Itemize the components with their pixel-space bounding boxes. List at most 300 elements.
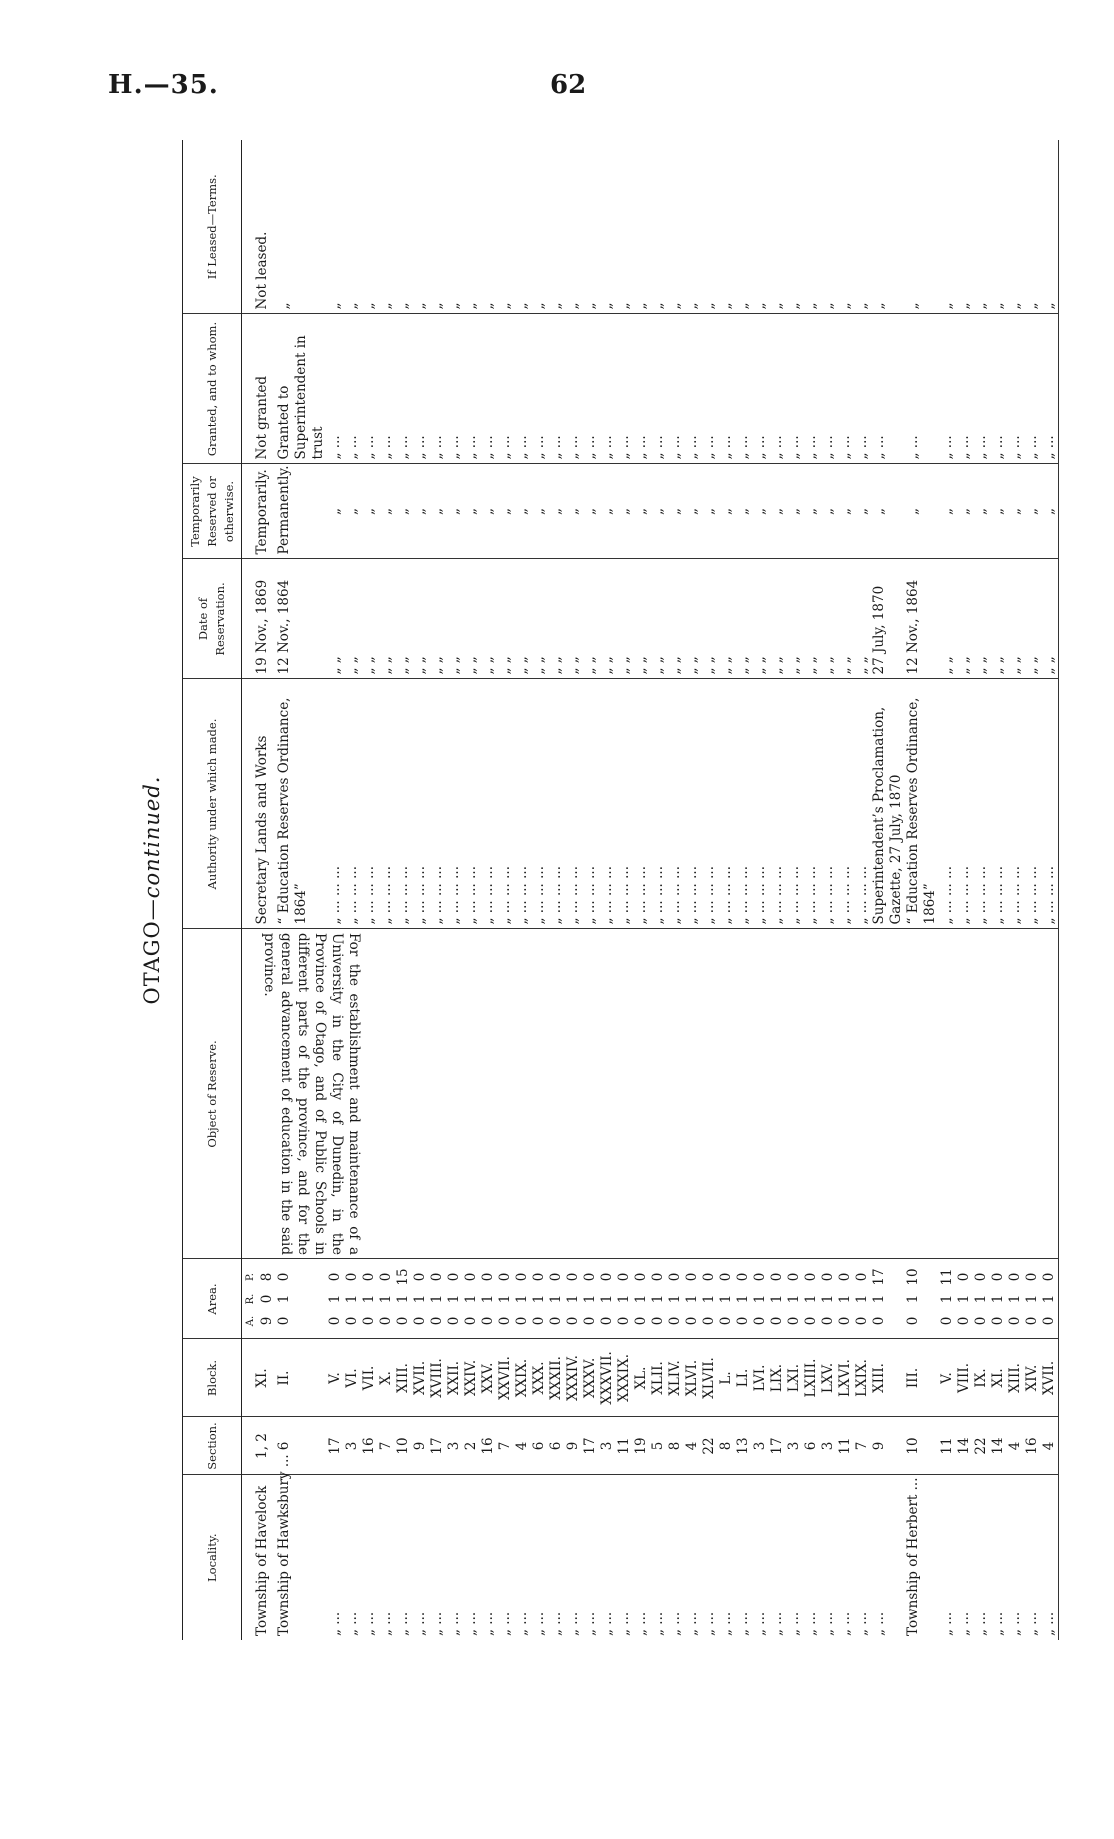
cell-area: [973, 1259, 990, 1339]
cell-temporary: „: [701, 464, 718, 559]
cell-locality: „ ...: [956, 1611, 972, 1636]
cell-granted: „ ...: [361, 314, 378, 464]
cell-area: [667, 1259, 684, 1339]
cell-object: [973, 929, 990, 1259]
cell-lease: „: [1041, 140, 1059, 314]
cell-date: „ „: [582, 559, 599, 679]
cell-object: [786, 929, 803, 1259]
area-value: 0: [684, 1272, 700, 1282]
cell-temporary: „: [769, 464, 786, 559]
area-value: 0: [582, 1316, 598, 1326]
cell-area: [769, 1259, 786, 1339]
cell-section: 2: [463, 1417, 480, 1475]
cell-locality: „ ...: [939, 1611, 955, 1636]
area-value: 1: [497, 1294, 513, 1304]
area-value: 0: [395, 1316, 411, 1326]
area-units: [242, 1264, 259, 1335]
area-value: 1: [786, 1294, 802, 1304]
cell-lease: „: [276, 140, 327, 314]
cell-authority: „ ... ... ...: [973, 679, 990, 929]
area-value: 0: [599, 1272, 615, 1282]
area-value: 1: [990, 1294, 1006, 1304]
cell-authority: „ ... ... ...: [565, 679, 582, 929]
cell-authority: „ ... ... ...: [599, 679, 616, 929]
cell-authority: „ ... ... ...: [429, 679, 446, 929]
cell-block: LXV.: [820, 1339, 837, 1417]
rotated-table-region: [140, 140, 1057, 1640]
document-code: H.—35.: [108, 70, 219, 100]
cell-object: [990, 929, 1007, 1259]
area-value: 1: [837, 1294, 853, 1304]
cell-block: XIII.: [1007, 1339, 1024, 1417]
cell-section: 6: [531, 1417, 548, 1475]
cell-lease: „: [973, 140, 990, 314]
cell-date: „ „: [633, 559, 650, 679]
cell-section: 14: [956, 1417, 973, 1475]
cell-lease: „: [735, 140, 752, 314]
cell-lease: „: [1024, 140, 1041, 314]
cell-section: 11: [939, 1417, 956, 1475]
cell-date: „ „: [650, 559, 667, 679]
cell-temporary: „: [446, 464, 463, 559]
cell-lease: „: [871, 140, 905, 314]
cell-granted: „ ...: [820, 314, 837, 464]
cell-area: [514, 1259, 531, 1339]
cell-locality: „ ...: [769, 1611, 785, 1636]
cell-section: 22: [701, 1417, 718, 1475]
cell-area: [548, 1259, 565, 1339]
cell-object: [650, 929, 667, 1259]
cell-date: „ „: [718, 559, 735, 679]
area-value: 1: [1024, 1294, 1040, 1304]
cell-date: „ „: [803, 559, 820, 679]
cell-block: XLVII.: [701, 1339, 718, 1417]
cell-area: [837, 1259, 854, 1339]
cell-block: XXXII.: [548, 1339, 565, 1417]
cell-lease: „: [769, 140, 786, 314]
cell-block: XLVI.: [684, 1339, 701, 1417]
table-row: [701, 140, 718, 1640]
cell-area: [480, 1259, 497, 1339]
cell-date: „ „: [463, 559, 480, 679]
table-row: [276, 140, 327, 1640]
cell-authority: „ ... ... ...: [939, 679, 956, 929]
cell-temporary: „: [1041, 464, 1059, 559]
cell-block: XXII.: [446, 1339, 463, 1417]
table-row: [514, 140, 531, 1640]
area-value: 0: [446, 1316, 462, 1326]
cell-object: [820, 929, 837, 1259]
area-value: 0: [735, 1316, 751, 1326]
cell-authority: „ ... ... ...: [684, 679, 701, 929]
cell-date: „ „: [701, 559, 718, 679]
cell-area: [276, 1259, 327, 1339]
col-temporary: Temporarily Reserved or otherwise.: [183, 464, 242, 559]
cell-area: [684, 1259, 701, 1339]
area-value: 0: [769, 1316, 785, 1326]
cell-authority: „ ... ... ...: [820, 679, 837, 929]
cell-block: XXIV.: [463, 1339, 480, 1417]
cell-area: [990, 1259, 1007, 1339]
area-value: 0: [803, 1272, 819, 1282]
cell-locality: „ ...: [565, 1611, 581, 1636]
cell-date: 12 Nov., 1864: [905, 559, 939, 679]
cell-lease: „: [514, 140, 531, 314]
cell-granted: „ ...: [514, 314, 531, 464]
cell-section: 16: [480, 1417, 497, 1475]
table-row: [871, 140, 905, 1640]
cell-object: [684, 929, 701, 1259]
table-row: [497, 140, 514, 1640]
cell-locality: „ ...: [463, 1611, 479, 1636]
area-value: 0: [1007, 1316, 1023, 1326]
table-row: [565, 140, 582, 1640]
cell-authority: „ ... ... ...: [378, 679, 395, 929]
area-value: 1: [429, 1294, 445, 1304]
cell-authority: „ ... ... ...: [633, 679, 650, 929]
cell-granted: „ ...: [429, 314, 446, 464]
cell-object: [1024, 929, 1041, 1259]
cell-authority: „ ... ... ...: [667, 679, 684, 929]
area-value: 1: [514, 1294, 530, 1304]
area-value: 0: [1007, 1272, 1023, 1282]
cell-granted: „ ...: [412, 314, 429, 464]
area-value: 0: [616, 1316, 632, 1326]
area-value: 0: [786, 1272, 802, 1282]
cell-temporary: „: [735, 464, 752, 559]
area-value: 0: [1041, 1316, 1057, 1326]
cell-object: [497, 929, 514, 1259]
cell-authority: „ ... ... ...: [650, 679, 667, 929]
cell-locality: „ ...: [718, 1611, 734, 1636]
cell-area: [854, 1259, 871, 1339]
area-value: 0: [990, 1272, 1006, 1282]
area-value: 0: [718, 1272, 734, 1282]
cell-date: „ „: [344, 559, 361, 679]
cell-temporary: „: [837, 464, 854, 559]
area-value: 1: [769, 1294, 785, 1304]
cell-section: 6: [803, 1417, 820, 1475]
area-value: 0: [667, 1316, 683, 1326]
cell-date: „ „: [684, 559, 701, 679]
cell-authority: „ ... ... ...: [327, 679, 344, 929]
cell-section: 9: [871, 1417, 905, 1475]
cell-authority: „ ... ... ...: [1041, 679, 1059, 929]
area-value: 1: [803, 1294, 819, 1304]
cell-section: 7: [854, 1417, 871, 1475]
cell-granted: „ ...: [701, 314, 718, 464]
area-value: 0: [361, 1272, 377, 1282]
area-value: 0: [1024, 1272, 1040, 1282]
cell-granted: „ ...: [803, 314, 820, 464]
cell-authority: „ ... ... ...: [514, 679, 531, 929]
cell-authority: „ ... ... ...: [701, 679, 718, 929]
table-row: [735, 140, 752, 1640]
cell-area: [497, 1259, 514, 1339]
cell-date: „ „: [616, 559, 633, 679]
cell-section: 3: [752, 1417, 769, 1475]
cell-lease: „: [1007, 140, 1024, 314]
cell-date: „ „: [412, 559, 429, 679]
table-row: [616, 140, 633, 1640]
area-unit-label: A.: [245, 1315, 256, 1327]
table-row: [1041, 140, 1059, 1640]
cell-authority: „ ... ... ...: [548, 679, 565, 929]
area-value: 0: [650, 1316, 666, 1326]
cell-lease: „: [633, 140, 650, 314]
cell-granted: „ ...: [378, 314, 395, 464]
cell-date: „ „: [769, 559, 786, 679]
cell-locality: „ ...: [395, 1611, 411, 1636]
cell-temporary: „: [633, 464, 650, 559]
cell-authority: „ ... ... ...: [956, 679, 973, 929]
cell-area: [803, 1259, 820, 1339]
area-value: 0: [497, 1272, 513, 1282]
area-value: 0: [667, 1272, 683, 1282]
area-value: 1: [956, 1294, 972, 1304]
table-row: [973, 140, 990, 1640]
cell-object: [378, 929, 395, 1259]
table-row: [939, 140, 956, 1640]
table-row: [803, 140, 820, 1640]
cell-granted: „ ...: [973, 314, 990, 464]
area-value: 0: [565, 1272, 581, 1282]
cell-block: XXV.: [480, 1339, 497, 1417]
cell-date: „ „: [531, 559, 548, 679]
cell-locality: „ ...: [327, 1611, 343, 1636]
area-value: 0: [276, 1316, 292, 1326]
cell-authority: „ ... ... ...: [395, 679, 412, 929]
cell-temporary: „: [412, 464, 429, 559]
area-value: 0: [361, 1316, 377, 1326]
area-value: 0: [565, 1316, 581, 1326]
cell-authority: „ ... ... ...: [786, 679, 803, 929]
table-row: [446, 140, 463, 1640]
cell-date: „ „: [446, 559, 463, 679]
area-value: 0: [327, 1272, 343, 1282]
cell-date: „ „: [429, 559, 446, 679]
cell-date: „ „: [752, 559, 769, 679]
cell-temporary: „: [667, 464, 684, 559]
cell-object: [803, 929, 820, 1259]
cell-temporary: „: [429, 464, 446, 559]
area-value: 1: [701, 1294, 717, 1304]
cell-locality: „ ...: [735, 1611, 751, 1636]
cell-date: „ „: [1041, 559, 1059, 679]
area-value: 1: [633, 1294, 649, 1304]
cell-date: „ „: [990, 559, 1007, 679]
table-row: [667, 140, 684, 1640]
cell-temporary: „: [939, 464, 956, 559]
cell-granted: „ ...: [939, 314, 956, 464]
cell-block: XVIII.: [429, 1339, 446, 1417]
cell-block: IX.: [973, 1339, 990, 1417]
area-value: 1: [395, 1294, 411, 1304]
cell-date: „ „: [480, 559, 497, 679]
cell-block: VII.: [361, 1339, 378, 1417]
cell-lease: „: [582, 140, 599, 314]
cell-authority: „ ... ... ...: [1007, 679, 1024, 929]
cell-section: 10: [905, 1417, 939, 1475]
cell-authority: „ ... ... ...: [446, 679, 463, 929]
cell-authority: „ ... ... ...: [361, 679, 378, 929]
cell-temporary: „: [1007, 464, 1024, 559]
cell-authority: „ ... ... ...: [718, 679, 735, 929]
area-value: 0: [616, 1272, 632, 1282]
area-value: 0: [531, 1272, 547, 1282]
cell-object: [718, 929, 735, 1259]
cell-object: [939, 929, 956, 1259]
table-row: [412, 140, 429, 1640]
cell-block: XI.: [242, 1339, 277, 1417]
cell-object: [429, 929, 446, 1259]
cell-locality: „ ...: [667, 1611, 683, 1636]
cell-granted: „ ...: [446, 314, 463, 464]
cell-section: 4: [1041, 1417, 1059, 1475]
cell-object: [1007, 929, 1024, 1259]
area-value: 0: [684, 1316, 700, 1326]
area-value: 0: [701, 1316, 717, 1326]
cell-section: 11: [837, 1417, 854, 1475]
cell-section: 19: [633, 1417, 650, 1475]
cell-granted: „ ...: [531, 314, 548, 464]
cell-object: [395, 929, 412, 1259]
cell-section: 14: [990, 1417, 1007, 1475]
cell-lease: „: [497, 140, 514, 314]
cell-section: 7: [497, 1417, 514, 1475]
cell-authority: „ ... ... ...: [582, 679, 599, 929]
cell-area: [1024, 1259, 1041, 1339]
area-value: 0: [497, 1316, 513, 1326]
area-value: 0: [956, 1316, 972, 1326]
cell-lease: „: [684, 140, 701, 314]
cell-authority: „ ... ... ...: [1024, 679, 1041, 929]
cell-temporary: „: [344, 464, 361, 559]
cell-object: [854, 929, 871, 1259]
cell-temporary: „: [565, 464, 582, 559]
cell-authority: „ ... ... ...: [480, 679, 497, 929]
cell-granted: „ ...: [327, 314, 344, 464]
cell-object: [514, 929, 531, 1259]
cell-locality: „ ...: [973, 1611, 989, 1636]
area-value: 1: [905, 1294, 921, 1304]
cell-lease: „: [616, 140, 633, 314]
area-value: 1: [1007, 1294, 1023, 1304]
cell-locality: „ ...: [752, 1611, 768, 1636]
area-value: 0: [735, 1272, 751, 1282]
area-value: 0: [344, 1272, 360, 1282]
area-value: 1: [871, 1294, 887, 1304]
cell-section: 3: [446, 1417, 463, 1475]
area-value: 0: [939, 1316, 955, 1326]
cell-area: [395, 1259, 412, 1339]
cell-authority: „ ... ... ...: [837, 679, 854, 929]
cell-section: 4: [514, 1417, 531, 1475]
area-value: 0: [973, 1316, 989, 1326]
cell-section: 16: [361, 1417, 378, 1475]
page-number: 62: [550, 70, 587, 100]
cell-lease: „: [531, 140, 548, 314]
area-value: 0: [276, 1272, 292, 1282]
cell-lease: „: [820, 140, 837, 314]
cell-section: 8: [718, 1417, 735, 1475]
table-row: [786, 140, 803, 1640]
area-value: 0: [956, 1272, 972, 1282]
cell-temporary: „: [786, 464, 803, 559]
cell-lease: „: [463, 140, 480, 314]
cell-area: [463, 1259, 480, 1339]
area-value: 0: [1024, 1316, 1040, 1326]
cell-locality: „ ...: [701, 1611, 717, 1636]
area-value: 0: [259, 1294, 275, 1304]
area-value: 0: [973, 1272, 989, 1282]
col-authority: Authority under which made.: [183, 679, 242, 929]
area-value: 1: [939, 1294, 955, 1304]
cell-area: [786, 1259, 803, 1339]
cell-object: [701, 929, 718, 1259]
area-value: 0: [412, 1316, 428, 1326]
area-value: 0: [463, 1272, 479, 1282]
cell-section: 6: [276, 1417, 327, 1475]
cell-block: V.: [939, 1339, 956, 1417]
cell-date: „ „: [565, 559, 582, 679]
table-row: [718, 140, 735, 1640]
cell-date: „ „: [667, 559, 684, 679]
area-value: 1: [752, 1294, 768, 1304]
cell-locality: „ ...: [1007, 1611, 1023, 1636]
cell-area: [1041, 1259, 1059, 1339]
cell-date: „ „: [599, 559, 616, 679]
cell-granted: „ ...: [905, 314, 939, 464]
cell-locality: „ ...: [854, 1611, 870, 1636]
col-locality: Locality.: [183, 1475, 242, 1640]
table-row: [242, 140, 277, 1640]
cell-lease: „: [803, 140, 820, 314]
col-date: Date of Reservation.: [183, 559, 242, 679]
cell-block: III.: [905, 1339, 939, 1417]
cell-object: [769, 929, 786, 1259]
cell-date: „ „: [1024, 559, 1041, 679]
cell-locality: „ ...: [361, 1611, 377, 1636]
cell-section: 3: [786, 1417, 803, 1475]
cell-authority: „ ... ... ...: [497, 679, 514, 929]
cell-temporary: „: [905, 464, 939, 559]
cell-granted: „ ...: [735, 314, 752, 464]
area-value: 9: [259, 1316, 275, 1326]
cell-temporary: „: [395, 464, 412, 559]
area-value: 17: [871, 1268, 887, 1286]
cell-granted: „ ...: [344, 314, 361, 464]
cell-section: 10: [395, 1417, 412, 1475]
area-value: 1: [820, 1294, 836, 1304]
cell-block: XXIX.: [514, 1339, 531, 1417]
area-value: 0: [548, 1272, 564, 1282]
area-value: 0: [803, 1316, 819, 1326]
cell-date: „ „: [820, 559, 837, 679]
table-row: [633, 140, 650, 1640]
area-value: 1: [718, 1294, 734, 1304]
cell-lease: „: [429, 140, 446, 314]
cell-granted: „ ...: [786, 314, 803, 464]
cell-section: 17: [429, 1417, 446, 1475]
cell-lease: „: [361, 140, 378, 314]
cell-block: VIII.: [956, 1339, 973, 1417]
cell-granted: „ ...: [395, 314, 412, 464]
table-row: [463, 140, 480, 1640]
cell-granted: „ ...: [837, 314, 854, 464]
cell-lease: „: [480, 140, 497, 314]
area-value: 1: [650, 1294, 666, 1304]
